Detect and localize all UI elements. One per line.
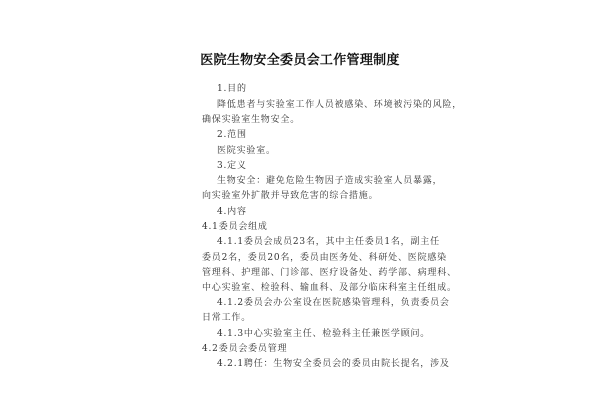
section-heading-scope: 2.范围	[217, 130, 247, 140]
subsection-heading: 4.1委员会组成	[202, 222, 268, 232]
section-heading-definition: 3.定义	[217, 161, 247, 171]
paragraph-line: 管理科、护理部、门诊部、医疗设备处、药学部、病理科、	[202, 268, 457, 278]
paragraph-line: 4.2.1聘任：生物安全委员会的委员由院长提名，涉及	[217, 359, 450, 369]
paragraph-line: 向实验室外扩散并导致危害的综合措施。	[202, 191, 379, 201]
paragraph-line: 4.1.1委员会成员23名，其中主任委员1名，副主任	[217, 237, 440, 247]
paragraph-line: 4.1.2委员会办公室设在医院感染管理科，负责委员会	[217, 298, 450, 308]
section-heading-purpose: 1.目的	[217, 84, 247, 94]
paragraph-line: 医院实验室。	[217, 146, 276, 156]
paragraph-line: 生物安全：避免危险生物因子造成实验室人员暴露，	[217, 176, 443, 186]
paragraph-line: 确保实验室生物安全。	[202, 115, 301, 125]
subsection-heading: 4.2委员会委员管理	[202, 344, 288, 354]
paragraph-line: 日常工作。	[202, 313, 252, 323]
paragraph-line: 中心实验室、检验科、输血科、及部分临床科室主任组成。	[202, 283, 457, 293]
document-title: 医院生物安全委员会工作管理制度	[200, 53, 400, 68]
paragraph-line: 降低患者与实验室工作人员被感染、环境被污染的风险，	[217, 100, 463, 110]
paragraph-line: 委员2名，委员20名，委员由医务处、科研处、医院感染	[202, 253, 447, 263]
paragraph-line: 4.1.3中心实验室主任、检验科主任兼医学顾问。	[217, 329, 431, 339]
section-heading-content: 4.内容	[217, 207, 247, 217]
